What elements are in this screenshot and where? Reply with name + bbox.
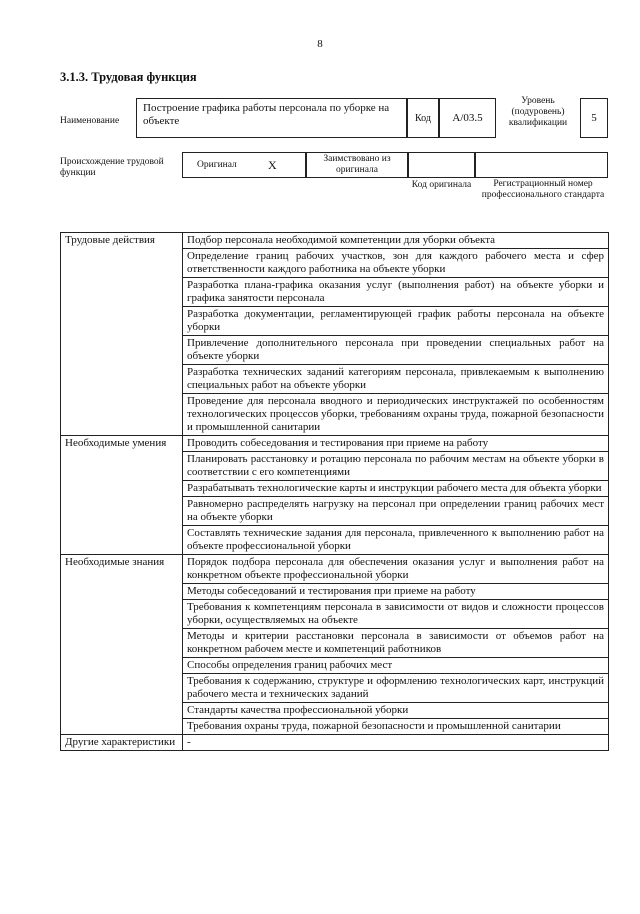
list-item: Стандарты качества профессиональной уборки	[183, 703, 609, 719]
reg-number-cell	[475, 152, 608, 178]
function-code: А/03.5	[439, 98, 496, 138]
list-item: Методы и критерии расстановки персонала в зависимости от объемов работ на конкретном рабочем месте и компетенций работников	[183, 629, 609, 658]
original-code-label: Код оригинала	[411, 180, 472, 190]
list-item: -	[183, 735, 609, 751]
table-row	[61, 555, 609, 584]
list-item: Способы определения границ рабочих мест	[183, 658, 609, 674]
name-label: Наименование	[60, 116, 120, 126]
list-item: Подбор персонала необходимой компетенции для уборки объекта	[183, 233, 609, 249]
list-item: Составлять технические задания для персонала, привлеченного к выполнению работ на объекте профессиональной уборки	[183, 526, 609, 555]
list-item: Проведение для персонала вводного и периодических инструктажей по особенностям технологических процессов уборки, требованиям охраны труда, пожарной безопасности и промышленной санитарии	[183, 394, 609, 436]
list-item: Разработка технических заданий категориям персонала, привлекаемым к выполнению специальных работ на объекте уборки	[183, 365, 609, 394]
list-item: Привлечение дополнительного персонала при проведении специальных работ на объекте уборки	[183, 336, 609, 365]
section-label: Необходимые умения	[61, 436, 183, 555]
table-row	[61, 436, 609, 452]
page-number: 8	[317, 38, 323, 50]
list-item: Проводить собеседования и тестирования при приеме на работу	[183, 436, 609, 452]
qualification-level: 5	[580, 98, 608, 138]
section-label: Необходимые знания	[61, 555, 183, 735]
list-item: Требования к компетенциям персонала в зависимости от видов и сложности процессов уборки, осуществляемых на объекте	[183, 600, 609, 629]
section-label: Трудовые действия	[61, 233, 183, 436]
borrowed-label: Заимствовано из оригинала	[306, 152, 408, 178]
function-table	[60, 232, 609, 751]
list-item: Требования охраны труда, пожарной безопасности и промышленной санитарии	[183, 719, 609, 735]
list-item: Определение границ рабочих участков, зон для каждого рабочего места и сфер ответственности каждого работника на объекте уборки	[183, 249, 609, 278]
section-label: Другие характеристики	[61, 735, 183, 751]
original-code-cell	[408, 152, 475, 178]
original-label: Оригинал	[197, 160, 237, 170]
original-mark: X	[268, 158, 277, 172]
table-row	[61, 735, 609, 751]
list-item: Методы собеседований и тестирования при приеме на работу	[183, 584, 609, 600]
list-item: Планировать расстановку и ротацию персонала по рабочим местам на объекте уборки в соответствии с его компетенциями	[183, 452, 609, 481]
original-cell	[182, 152, 306, 178]
list-item: Равномерно распределять нагрузку на персонал при определении границ рабочих мест на объекте уборки	[183, 497, 609, 526]
code-label: Код	[407, 98, 439, 138]
list-item: Разработка документации, регламентирующей график работы персонала на объекте уборки	[183, 307, 609, 336]
list-item: Разработка плана-графика оказания услуг (выполнения работ) на объекте уборки и графика занятости персонала	[183, 278, 609, 307]
level-label: Уровень (подуровень) квалификации	[508, 96, 568, 128]
table-row	[61, 233, 609, 249]
function-name: Построение графика работы персонала по уборке на объекте	[136, 98, 407, 138]
list-item: Порядок подбора персонала для обеспечения оказания услуг и выполнения работ на конкретном объекте профессиональной уборки	[183, 555, 609, 584]
reg-number-label: Регистрационный номер профессионального стандарта	[481, 179, 605, 200]
list-item: Разрабатывать технологические карты и инструкции рабочего места для объекта уборки	[183, 481, 609, 497]
section-title: 3.1.3. Трудовая функция	[60, 70, 197, 84]
list-item: Требования к содержанию, структуре и оформлению технологических карт, инструкций рабочего места и технических заданий	[183, 674, 609, 703]
origin-label: Происхождение трудовой функции	[60, 157, 164, 178]
